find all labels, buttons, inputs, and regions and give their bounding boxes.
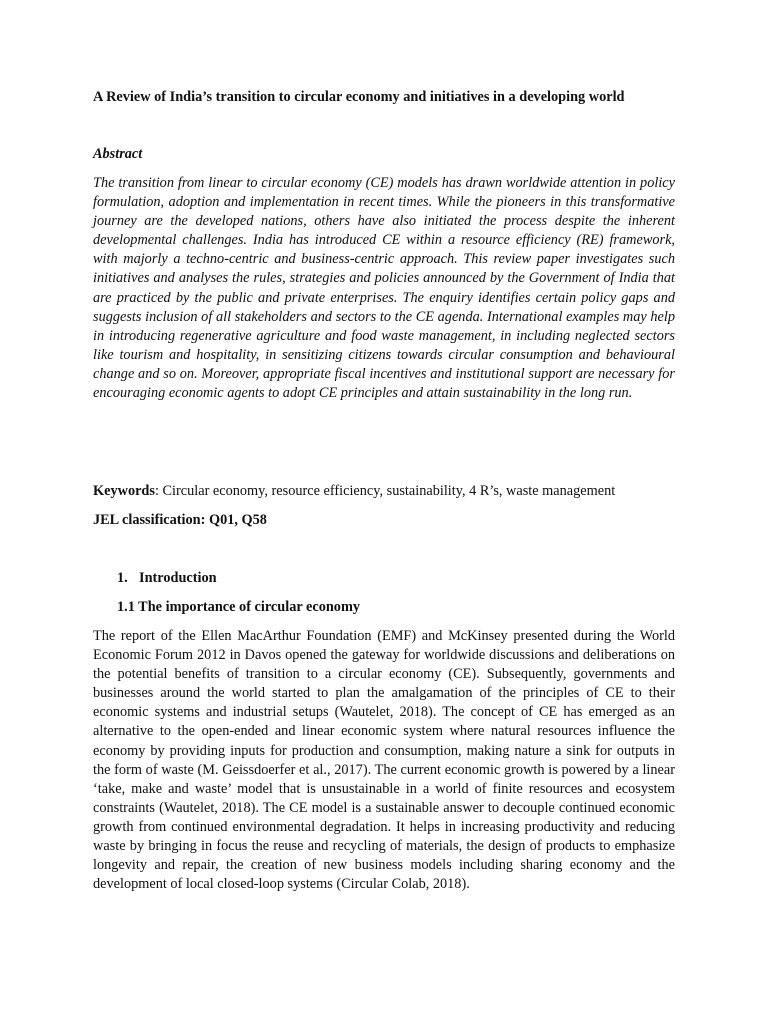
section-1-1-body: The report of the Ellen MacArthur Foundation (EMF) and McKinsey presented during the World Economic Forum 2012 in Davos opened the gateway for worldwide discussions and deliberations on the potential benefits of transition to a circular economy (CE). Subsequently, governments and businesses around the world started to plan the amalgamation of the principles of CE to their economic systems and industrial setups (Wautelet, 2018). The concept of CE has emerged as an alternative to the open-ended and linear economic system where natural resources influence the economy by providing inputs for production and consumption, making nature a sink for outputs in the form of waste (M. Geissdoerfer et al., 2017). The current economic growth is powered by a linear ‘take, make and waste’ model that is unsustainable in a world of finite resources and ecosystem constraints (Wautelet, 2018). The CE model is a sustainable answer to decouple continued economic growth from continued environmental degradation. It helps in increasing productivity and reducing waste by bringing in focus the reuse and recycling of materials, the design of products to emphasize longevity and repair, the creation of new business models including sharing economy and the development of local closed-loop systems (Circular Colab, 2018). [93,628,675,893]
jel-classification: JEL classification: Q01, Q58 [93,512,267,528]
keywords-line [93,482,675,501]
section-1-1-heading: 1.1 The importance of circular economy [117,599,361,615]
paper-title: A Review of India’s transition to circular economy and initiatives in a developing world [93,89,625,105]
abstract-heading: Abstract [93,146,143,162]
section-1-title: Introduction [139,570,217,586]
abstract-body: The transition from linear to circular economy (CE) models has drawn worldwide attention in policy formulation, adoption and implementation in recent times. While the pioneers in this transformative journey are the developed nations, others have also initiated the process despite the inherent developmental challenges. India has introduced CE within a resource efficiency (RE) framework, with majorly a techno-centric and business-centric approach. This review paper investigates such initiatives and analyses the rules, strategies and policies announced by the Government of India that are practiced by the public and private enterprises. The enquiry identifies certain policy gaps and suggests inclusion of all stakeholders and sectors to the CE agenda. International examples may help in introducing regenerative agriculture and food waste management, in including neglected sectors like tourism and hospitality, in sensitizing citizens towards circular consumption and behavioural change and so on. Moreover, appropriate fiscal incentives and institutional support are necessary for encouraging economic agents to adopt CE principles and attain sustainability in the long run. [93,175,675,402]
keywords-label: Keywords [93,483,155,499]
keywords-text: : Circular economy, resource efficiency, sustainability, 4 R’s, waste management [154,483,616,499]
section-1-number: 1. [117,570,128,586]
section-1-heading [117,569,217,588]
